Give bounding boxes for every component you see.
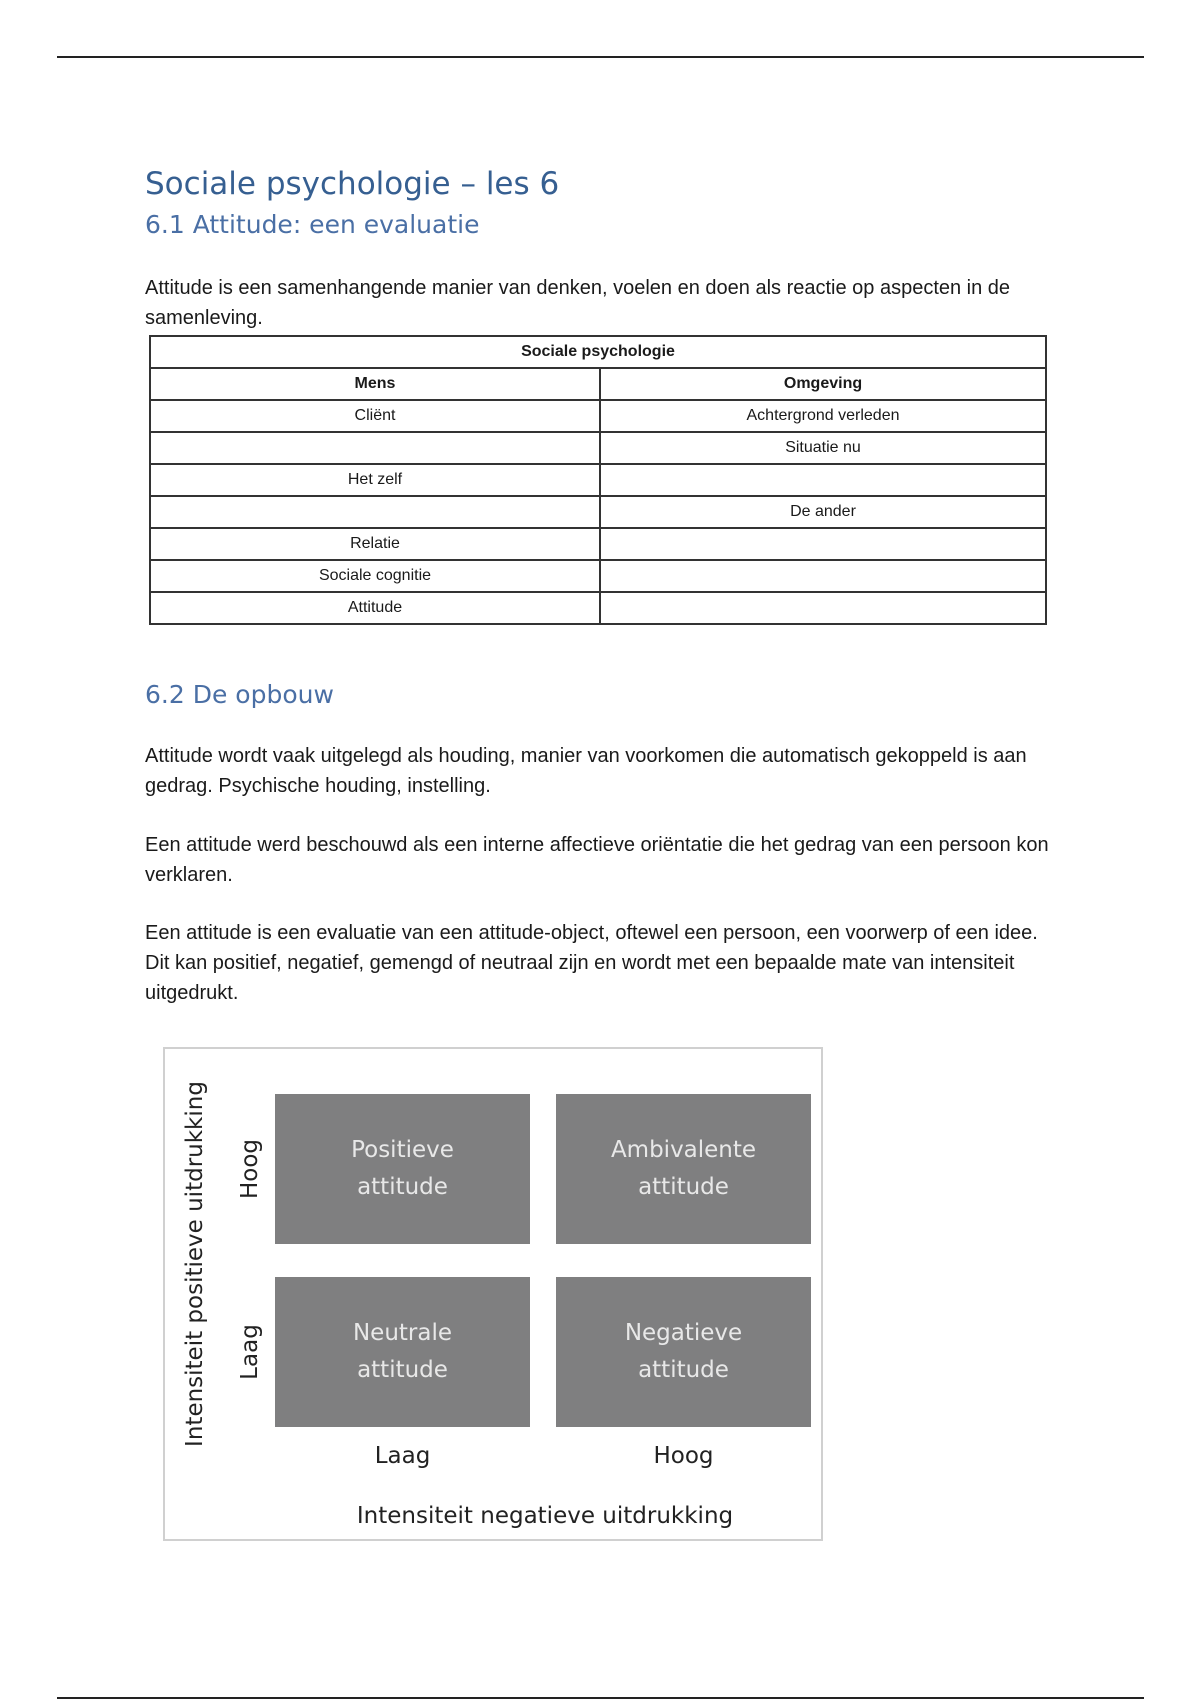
table-cell: Sociale cognitie bbox=[150, 560, 600, 592]
quadrant-neutrale-attitude bbox=[275, 1277, 530, 1427]
table-row bbox=[150, 528, 1046, 560]
attitude-quadrant-figure bbox=[163, 1047, 823, 1541]
y-level-low: Laag bbox=[237, 1324, 263, 1380]
paragraph-attitude-definition: Attitude is een samenhangende manier van denken, voelen en doen als reactie op aspecten in de samenleving. bbox=[145, 277, 1011, 329]
quadrant-label-line2: attitude bbox=[357, 1174, 448, 1200]
quadrant-label-line1: Ambivalente bbox=[610, 1137, 757, 1163]
table-row bbox=[150, 400, 1046, 432]
section-heading-6-2: 6.2 De opbouw bbox=[145, 680, 334, 709]
quadrant-label-line1: Neutrale bbox=[352, 1320, 453, 1346]
table-caption-row bbox=[150, 336, 1046, 368]
quadrant-negatieve-attitude bbox=[556, 1277, 811, 1427]
x-axis-title: Intensiteit negatieve uitdrukking bbox=[356, 1503, 734, 1529]
table-header-row bbox=[150, 368, 1046, 400]
table-cell: Het zelf bbox=[150, 464, 600, 496]
y-level-high: Hoog bbox=[237, 1138, 263, 1200]
page-footer-rule bbox=[57, 1697, 1144, 1699]
table-row bbox=[150, 432, 1046, 464]
table-row bbox=[150, 496, 1046, 528]
table-row bbox=[150, 464, 1046, 496]
paragraph-houding: Attitude wordt vaak uitgelegd als houding, manier van voorkomen die automatisch gekoppeld is aan gedrag. Psychische houding, instelling. bbox=[145, 745, 1027, 797]
section-heading-6-1: 6.1 Attitude: een evaluatie bbox=[145, 210, 480, 239]
table-cell bbox=[600, 592, 1046, 624]
sociale-psychologie-table bbox=[149, 335, 1047, 625]
table-row bbox=[150, 560, 1046, 592]
quadrant-label-line2: attitude bbox=[638, 1174, 729, 1200]
quadrant-positieve-attitude bbox=[275, 1094, 530, 1244]
x-level-low: Laag bbox=[374, 1443, 431, 1469]
table-cell bbox=[150, 432, 600, 464]
table-cell: Attitude bbox=[150, 592, 600, 624]
quadrant-label-line1: Negatieve bbox=[624, 1320, 743, 1346]
table-cell: Situatie nu bbox=[600, 432, 1046, 464]
paragraph-orientatie: Een attitude werd beschouwd als een interne affectieve oriëntatie die het gedrag van een persoon kon verklaren. bbox=[145, 834, 1049, 886]
table-cell: Achtergrond verleden bbox=[600, 400, 1046, 432]
column-header-omgeving: Omgeving bbox=[600, 368, 1046, 400]
quadrant-label-line2: attitude bbox=[638, 1357, 729, 1383]
table-cell bbox=[600, 464, 1046, 496]
table-caption: Sociale psychologie bbox=[150, 336, 1046, 368]
x-level-high: Hoog bbox=[653, 1443, 714, 1469]
table-cell: Relatie bbox=[150, 528, 600, 560]
table-row bbox=[150, 592, 1046, 624]
quadrant-ambivalente-attitude bbox=[556, 1094, 811, 1244]
quadrant-label-line1: Positieve bbox=[351, 1137, 454, 1163]
table-cell: Cliënt bbox=[150, 400, 600, 432]
page-header-rule bbox=[57, 56, 1144, 58]
y-axis-title: Intensiteit positieve uitdrukking bbox=[182, 1081, 208, 1447]
table-cell bbox=[150, 496, 600, 528]
quadrant-label-line2: attitude bbox=[357, 1357, 448, 1383]
table-cell bbox=[600, 560, 1046, 592]
page-title: Sociale psychologie – les 6 bbox=[145, 166, 560, 202]
column-header-mens: Mens bbox=[150, 368, 600, 400]
table-cell: De ander bbox=[600, 496, 1046, 528]
table-cell bbox=[600, 528, 1046, 560]
paragraph-evaluatie: Een attitude is een evaluatie van een attitude-object, oftewel een persoon, een voorwerp of een idee. Dit kan positief, negatief, gemengd of neutraal zijn en wordt met een bepaalde mate van intensiteit uitgedrukt. bbox=[145, 922, 1038, 1004]
